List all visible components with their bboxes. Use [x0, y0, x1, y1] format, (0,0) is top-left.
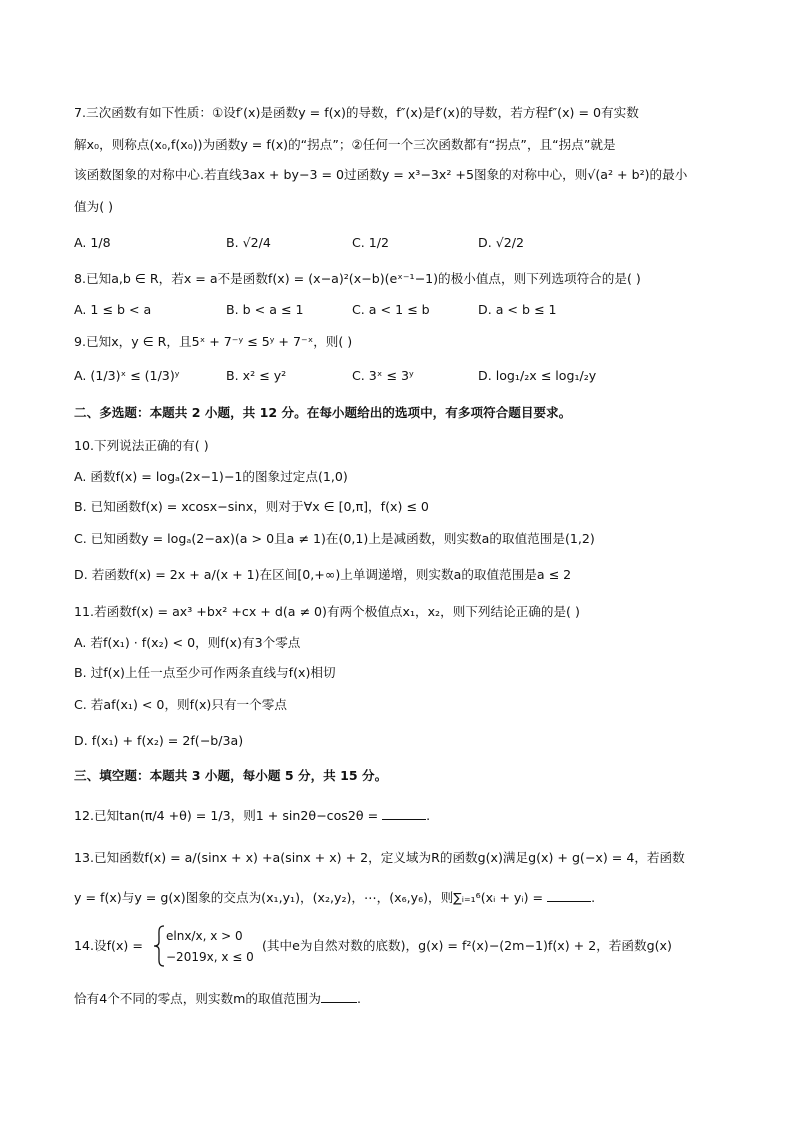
q12-end: . — [426, 808, 431, 823]
q8-option-c: C. a < 1 ≤ b — [352, 302, 430, 317]
q12-answer-blank[interactable] — [382, 806, 426, 820]
q7-option-a: A. 1/8 — [74, 235, 111, 250]
q10-option-a: A. 函数f(x) = logₐ(2x−1)−1的图象过定点(1,0) — [74, 469, 348, 484]
q11-option-d: D. f(x₁) + f(x₂) = 2f(−b/3a) — [74, 733, 244, 748]
q7-line-1: 7.三次函数有如下性质：①设f′(x)是函数y = f(x)的导数，f″(x)是f′(x)的导数，若方程f″(x) = 0有实数 — [74, 105, 639, 120]
q11-stem: 11.若函数f(x) = ax³ +bx² +cx + d(a ≠ 0)有两个极值点x₁，x₂，则下列结论正确的是( ) — [74, 604, 580, 619]
q13-answer-blank[interactable] — [547, 888, 591, 902]
q14-answer-blank[interactable] — [321, 989, 357, 1003]
q7-line-4: 值为( ) — [74, 199, 114, 214]
q14-prefix: 14.设f(x) = — [74, 938, 143, 953]
q9-option-d: D. log₁/₂x ≤ log₁/₂y — [478, 368, 597, 383]
q9-option-b: B. x² ≤ y² — [226, 368, 287, 383]
q13-line-1: 13.已知函数f(x) = a/(sinx + x) +a(sinx + x) + 2，定义域为R的函数g(x)满足g(x) + g(−x) = 4，若函数 — [74, 850, 685, 865]
q9-stem: 9.已知x，y ∈ R，且5ˣ + 7⁻ʸ ≤ 5ʸ + 7⁻ˣ，则( ) — [74, 334, 353, 349]
q14-condition: (其中e为自然对数的底数)，g(x) = f²(x)−(2m−1)f(x) + 2，若函数g(x) — [262, 938, 672, 953]
q8-option-a: A. 1 ≤ b < a — [74, 302, 152, 317]
q13-text: y = f(x)与y = g(x)图象的交点为(x₁,y₁)，(x₂,y₂)，⋯，(x₆,y₆)，则∑ᵢ₌₁⁶(xᵢ + yᵢ) = — [74, 890, 544, 905]
q7-option-b: B. √2/4 — [226, 235, 271, 250]
q14-case-positive: elnx/x, x > 0 — [166, 929, 243, 943]
q14-case-nonpositive: −2019x, x ≤ 0 — [166, 950, 254, 964]
q10-option-d: D. 若函数f(x) = 2x + a/(x + 1)在区间[0,+∞)上单调递增，则实数a的取值范围是a ≤ 2 — [74, 567, 572, 582]
q12-text: 12.已知tan(π/4 +θ) = 1/3，则1 + sin2θ−cos2θ = — [74, 808, 379, 823]
q13-line-2 — [74, 888, 595, 907]
q8-option-d: D. a < b ≤ 1 — [478, 302, 557, 317]
q14-text: 恰有4个不同的零点，则实数m的取值范围为 — [74, 991, 321, 1006]
q7-line-2: 解x₀，则称点(x₀,f(x₀))为函数y = f(x)的“拐点”；②任何一个三次函数都有“拐点”，且“拐点”就是 — [74, 137, 616, 152]
q13-end: . — [591, 890, 596, 905]
q12-stem — [74, 806, 430, 825]
q14-end: . — [356, 991, 361, 1006]
q11-option-c: C. 若af(x₁) < 0，则f(x)只有一个零点 — [74, 697, 287, 712]
q10-stem: 10.下列说法正确的有( ) — [74, 438, 209, 453]
q9-option-a: A. (1/3)ˣ ≤ (1/3)ʸ — [74, 368, 180, 383]
q9-options — [74, 366, 734, 388]
q11-option-b: B. 过f(x)上任一点至少可作两条直线与f(x)相切 — [74, 665, 336, 680]
q8-options — [74, 300, 734, 322]
q14-line-2 — [74, 989, 361, 1008]
q9-option-c: C. 3ˣ ≤ 3ʸ — [352, 368, 414, 383]
q7-options — [74, 233, 734, 255]
section-fill-blank-heading: 三、填空题：本题共 3 小题，每小题 5 分，共 15 分。 — [74, 768, 388, 783]
q8-option-b: B. b < a ≤ 1 — [226, 302, 304, 317]
q8-stem: 8.已知a,b ∈ R，若x = a不是函数f(x) = (x−a)²(x−b)(eˣ⁻¹−1)的极小值点，则下列选项符合的是( ) — [74, 271, 641, 286]
q14-piecewise-brace — [152, 925, 166, 967]
q11-option-a: A. 若f(x₁) · f(x₂) < 0，则f(x)有3个零点 — [74, 635, 301, 650]
q7-option-d: D. √2/2 — [478, 235, 524, 250]
q7-line-3: 该函数图象的对称中心.若直线3ax + by−3 = 0过函数y = x³−3x² +5图象的对称中心，则√(a² + b²)的最小 — [74, 167, 688, 182]
q10-option-b: B. 已知函数f(x) = xcosx−sinx，则对于∀x ∈ [0,π]，f(x) ≤ 0 — [74, 499, 429, 514]
q7-option-c: C. 1/2 — [352, 235, 390, 250]
q10-option-c: C. 已知函数y = logₐ(2−ax)(a > 0且a ≠ 1)在(0,1)上是减函数，则实数a的取值范围是(1,2) — [74, 531, 595, 546]
section-multiple-choice-heading: 二、多选题：本题共 2 小题，共 12 分。在每小题给出的选项中，有多项符合题目要求。 — [74, 405, 572, 420]
